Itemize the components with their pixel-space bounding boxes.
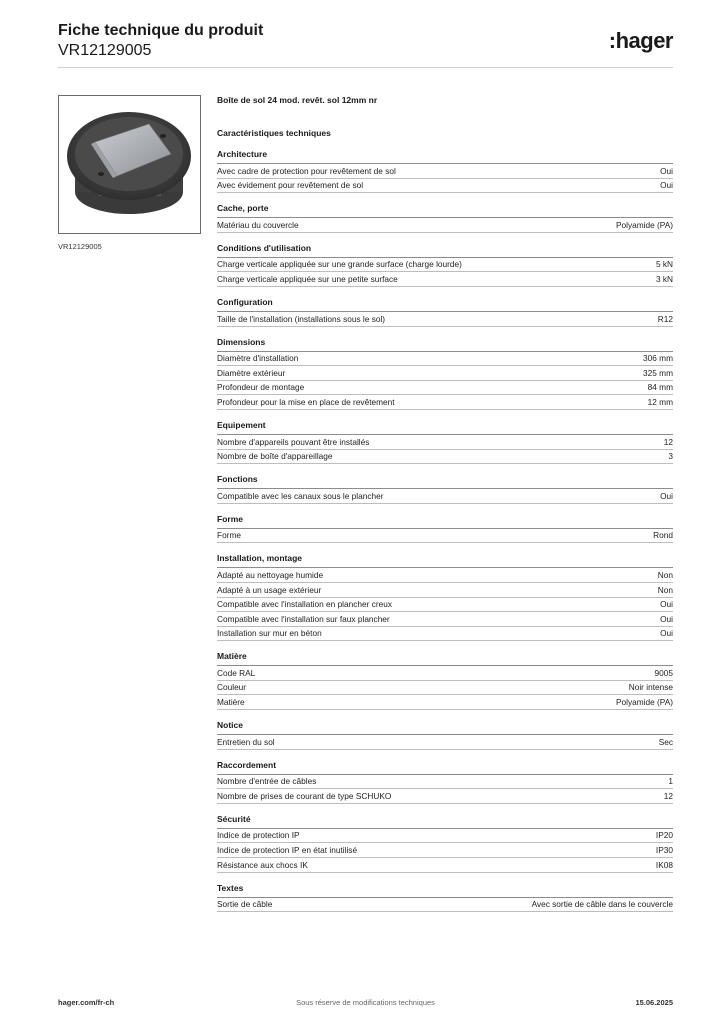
- spec-label: Forme: [217, 530, 241, 541]
- spec-label: Diamètre d'installation: [217, 353, 299, 364]
- spec-label: Sortie de câble: [217, 899, 273, 910]
- spec-group-title: Cache, porte: [217, 203, 673, 218]
- spec-group-title: Equipement: [217, 420, 673, 435]
- spec-row: [217, 598, 673, 613]
- header-divider: [58, 67, 673, 68]
- spec-value: 5 kN: [655, 259, 673, 270]
- spec-label: Taille de l'installation (installations sous le sol): [217, 313, 386, 324]
- spec-label: Code RAL: [217, 667, 256, 678]
- spec-row: [217, 898, 673, 913]
- spec-row: [217, 312, 673, 327]
- spec-row: [217, 858, 673, 873]
- spec-group-title: Installation, montage: [217, 553, 673, 568]
- spec-value: Oui: [660, 628, 673, 639]
- spec-row: [217, 352, 673, 367]
- spec-value: Oui: [660, 613, 673, 624]
- spec-label: Nombre de prises de courant de type SCHUKO: [217, 790, 392, 801]
- spec-row: [217, 179, 673, 194]
- spec-row: [217, 735, 673, 750]
- spec-value: 3 kN: [655, 273, 673, 284]
- spec-value: 325 mm: [643, 367, 673, 378]
- spec-label: Nombre d'entrée de câbles: [217, 776, 317, 787]
- spec-row: [217, 666, 673, 681]
- spec-group: [217, 883, 673, 913]
- spec-label: Profondeur pour la mise en place de revêtement: [217, 396, 395, 407]
- spec-row: [217, 489, 673, 504]
- spec-value: 12 mm: [647, 396, 673, 407]
- page-header: [58, 22, 673, 68]
- spec-value: 3: [668, 451, 673, 462]
- spec-row: [217, 829, 673, 844]
- spec-label: Nombre d'appareils pouvant être installés: [217, 436, 370, 447]
- spec-row: [217, 681, 673, 696]
- spec-group: [217, 243, 673, 287]
- spec-row: [217, 381, 673, 396]
- spec-value: Polyamide (PA): [615, 219, 673, 230]
- spec-value: 1: [668, 776, 673, 787]
- product-reference: VR12129005: [58, 42, 152, 59]
- spec-group-title: Textes: [217, 883, 673, 898]
- spec-content: [217, 94, 673, 912]
- spec-group-title: Architecture: [217, 149, 673, 164]
- spec-label: Charge verticale appliquée sur une petite surface: [217, 273, 398, 284]
- spec-group-title: Sécurité: [217, 814, 673, 829]
- spec-row: [217, 450, 673, 465]
- spec-value: Oui: [660, 599, 673, 610]
- spec-row: [217, 529, 673, 544]
- spec-label: Avec évidement pour revêtement de sol: [217, 180, 364, 191]
- image-caption: VR12129005: [58, 242, 102, 251]
- spec-label: Résistance aux chocs IK: [217, 859, 308, 870]
- spec-value: IP30: [655, 845, 673, 856]
- product-image: [58, 95, 201, 234]
- spec-row: [217, 775, 673, 790]
- spec-label: Matériau du couvercle: [217, 219, 299, 230]
- spec-group: [217, 420, 673, 464]
- spec-group-title: Notice: [217, 720, 673, 735]
- spec-group: [217, 514, 673, 544]
- spec-value: Oui: [660, 165, 673, 176]
- spec-group: [217, 651, 673, 710]
- spec-row: [217, 272, 673, 287]
- spec-value: IK08: [655, 859, 673, 870]
- spec-label: Nombre de boîte d'appareillage: [217, 451, 333, 462]
- spec-value: Polyamide (PA): [615, 697, 673, 708]
- spec-label: Installation sur mur en béton: [217, 628, 322, 639]
- spec-label: Indice de protection IP en état inutilisé: [217, 845, 358, 856]
- spec-value: Oui: [660, 490, 673, 501]
- spec-value: IP20: [655, 830, 673, 841]
- spec-row: [217, 627, 673, 642]
- footer-website-link[interactable]: hager.com/fr-ch: [58, 998, 115, 1007]
- spec-row: [217, 435, 673, 450]
- spec-value: 306 mm: [643, 353, 673, 364]
- spec-group-title: Configuration: [217, 297, 673, 312]
- spec-value: R12: [657, 313, 673, 324]
- spec-value: 12: [663, 790, 673, 801]
- spec-value: Noir intense: [628, 682, 673, 693]
- spec-row: [217, 843, 673, 858]
- spec-group: [217, 149, 673, 193]
- spec-label: Matière: [217, 697, 245, 708]
- spec-group: [217, 297, 673, 327]
- spec-row: [217, 583, 673, 598]
- spec-value: Avec sortie de câble dans le couvercle: [531, 899, 673, 910]
- spec-label: Compatible avec les canaux sous le plancher: [217, 490, 384, 501]
- hager-logo: :hager: [608, 28, 673, 53]
- spec-row: [217, 258, 673, 273]
- spec-group: [217, 760, 673, 804]
- spec-heading: Caractéristiques techniques: [217, 128, 331, 138]
- spec-label: Profondeur de montage: [217, 382, 305, 393]
- spec-group: [217, 814, 673, 873]
- page-title: Fiche technique du produit: [58, 22, 264, 39]
- spec-group-title: Conditions d'utilisation: [217, 243, 673, 258]
- spec-label: Couleur: [217, 682, 247, 693]
- spec-group: [217, 474, 673, 504]
- spec-group-title: Raccordement: [217, 760, 673, 775]
- spec-value: Rond: [653, 530, 673, 541]
- spec-group: [217, 720, 673, 750]
- spec-group: [217, 337, 673, 410]
- spec-row: [217, 366, 673, 381]
- spec-groups: [217, 149, 673, 912]
- footer-date: 15.06.2025: [635, 998, 673, 1007]
- footer-disclaimer: Sous réserve de modifications techniques: [296, 998, 435, 1007]
- spec-group-title: Dimensions: [217, 337, 673, 352]
- spec-group-title: Forme: [217, 514, 673, 529]
- spec-group-title: Fonctions: [217, 474, 673, 489]
- product-name: Boîte de sol 24 mod. revêt. sol 12mm nr: [217, 95, 378, 105]
- spec-value: Sec: [658, 736, 673, 747]
- spec-value: Non: [657, 584, 673, 595]
- spec-label: Entretien du sol: [217, 736, 275, 747]
- spec-value: Non: [657, 569, 673, 580]
- spec-label: Diamètre extérieur: [217, 367, 286, 378]
- spec-value: 84 mm: [647, 382, 673, 393]
- spec-value: Oui: [660, 180, 673, 191]
- spec-group: [217, 553, 673, 641]
- floor-box-product-image: [59, 96, 200, 233]
- spec-row: [217, 789, 673, 804]
- spec-label: Adapté à un usage extérieur: [217, 584, 322, 595]
- spec-value: 9005: [654, 667, 673, 678]
- spec-row: [217, 612, 673, 627]
- spec-row: [217, 164, 673, 179]
- spec-label: Avec cadre de protection pour revêtement de sol: [217, 165, 396, 176]
- spec-group: [217, 203, 673, 233]
- spec-group-title: Matière: [217, 651, 673, 666]
- spec-label: Indice de protection IP: [217, 830, 300, 841]
- spec-label: Compatible avec l'installation sur faux plancher: [217, 613, 390, 624]
- spec-value: 12: [663, 436, 673, 447]
- spec-row: [217, 218, 673, 233]
- spec-label: Charge verticale appliquée sur une grande surface (charge lourde): [217, 259, 462, 270]
- spec-row: [217, 695, 673, 710]
- spec-row: [217, 568, 673, 583]
- spec-row: [217, 395, 673, 410]
- page-footer: [58, 998, 673, 1010]
- spec-label: Compatible avec l'installation en plancher creux: [217, 599, 392, 610]
- spec-label: Adapté au nettoyage humide: [217, 569, 324, 580]
